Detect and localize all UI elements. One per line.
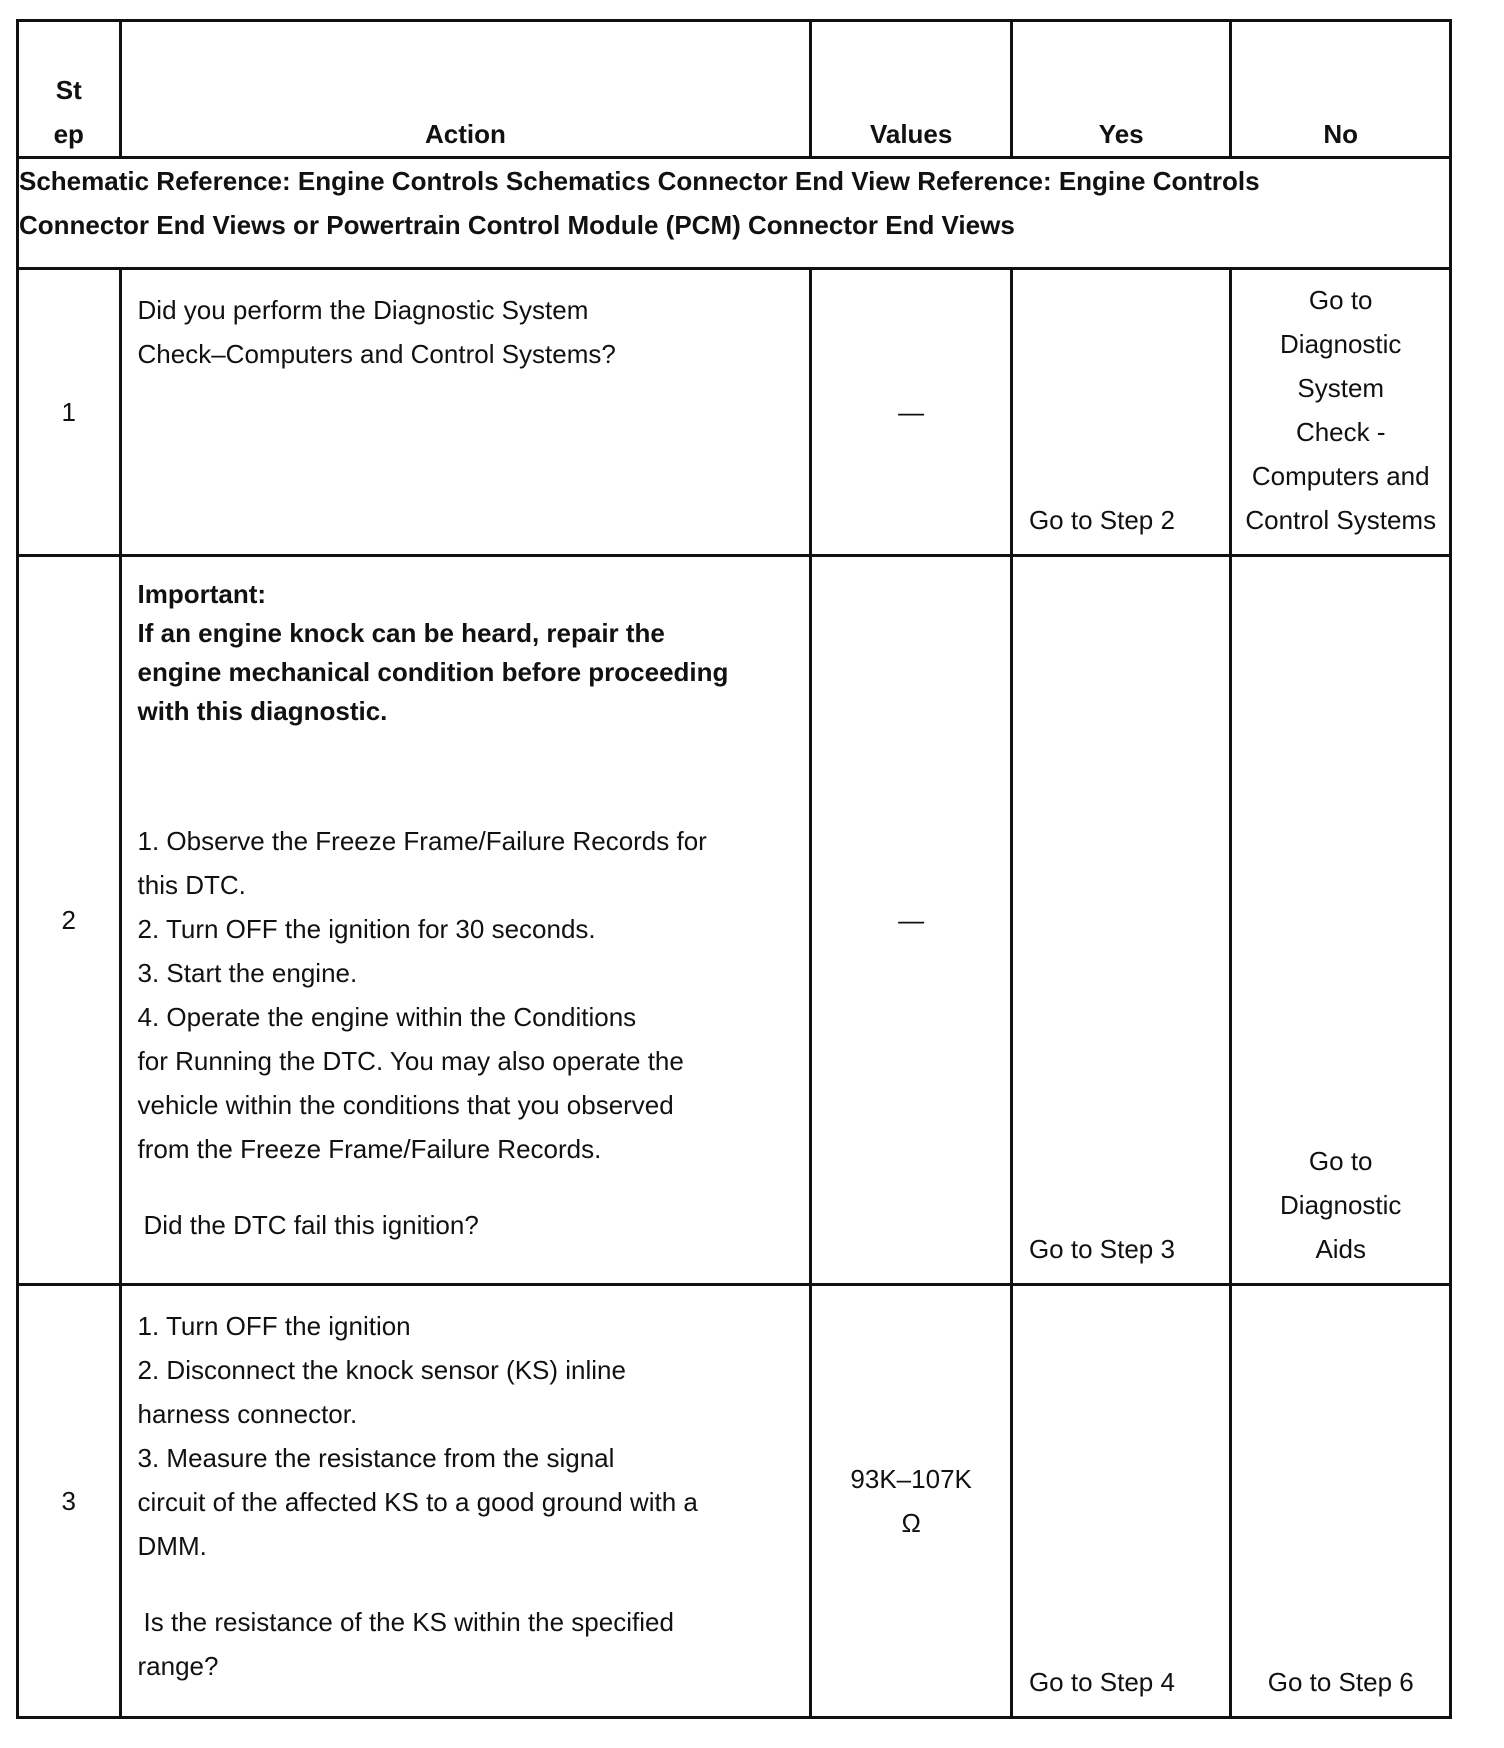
- header-row: [18, 21, 1451, 158]
- action-line: 2. Turn OFF the ignition for 30 seconds.: [137, 913, 596, 944]
- no-column-header: No: [1231, 21, 1451, 158]
- no-line: Diagnostic: [1280, 328, 1402, 359]
- important-line: engine mechanical condition before proceeding: [137, 656, 729, 687]
- action-line: 2. Disconnect the knock sensor (KS) inline: [137, 1354, 626, 1385]
- schematic-reference: [18, 157, 1451, 268]
- important-title: Important:: [137, 578, 267, 609]
- reference-line: Schematic Reference: Engine Controls Schematics Connector End View Reference: Engine Controls: [19, 165, 1260, 196]
- yes-cell: Go to Step 3: [1011, 555, 1231, 1284]
- step-number: 1: [18, 268, 121, 555]
- diagnostic-table: [16, 19, 1452, 1719]
- value-line: 93K–107K: [850, 1463, 972, 1494]
- no-line: Check -: [1295, 416, 1386, 447]
- no-line: Go to: [1308, 1145, 1373, 1176]
- action-cell: [120, 1284, 811, 1717]
- action-line: vehicle within the conditions that you observed: [137, 1089, 674, 1120]
- important-line: If an engine knock can be heard, repair the: [137, 617, 665, 648]
- step-number: 2: [18, 555, 121, 1284]
- no-line: Aids: [1315, 1233, 1367, 1264]
- action-line: this DTC.: [137, 869, 246, 900]
- important-line: with this diagnostic.: [137, 695, 388, 726]
- value-line: Ω: [901, 1507, 921, 1538]
- action-line: for Running the DTC. You may also operate the: [137, 1045, 684, 1076]
- no-line: System: [1297, 372, 1385, 403]
- step-header-line1: St: [55, 74, 82, 105]
- action-line: 4. Operate the engine within the Conditions: [137, 1001, 637, 1032]
- values-column-header: Values: [811, 21, 1012, 158]
- yes-cell: Go to Step 4: [1011, 1284, 1231, 1717]
- action-cell: [120, 268, 811, 555]
- action-line: DMM.: [137, 1530, 207, 1561]
- no-cell: [1231, 268, 1451, 555]
- value-cell: —: [811, 555, 1012, 1284]
- reference-line: Connector End Views or Powertrain Control Module (PCM) Connector End Views: [19, 209, 1015, 240]
- action-line: Did you perform the Diagnostic System: [137, 294, 589, 325]
- step-column-header: [18, 21, 121, 158]
- table-row: [18, 1284, 1451, 1717]
- question-line: Is the resistance of the KS within the specified: [143, 1606, 674, 1637]
- action-cell: [120, 555, 811, 1284]
- value-cell: [811, 1284, 1012, 1717]
- yes-column-header: Yes: [1011, 21, 1231, 158]
- no-line: Diagnostic: [1280, 1189, 1402, 1220]
- no-cell: [1231, 555, 1451, 1284]
- action-line: 3. Measure the resistance from the signal: [137, 1442, 615, 1473]
- step-number: 3: [18, 1284, 121, 1717]
- step-header-line2: ep: [53, 118, 84, 149]
- table-row: [18, 268, 1451, 555]
- action-line: 3. Start the engine.: [137, 957, 358, 988]
- action-line: circuit of the affected KS to a good ground with a: [137, 1486, 698, 1517]
- action-line: Check–Computers and Control Systems?: [137, 338, 616, 369]
- no-line: Go to: [1308, 284, 1373, 315]
- action-line: from the Freeze Frame/Failure Records.: [137, 1133, 602, 1164]
- value-cell: —: [811, 268, 1012, 555]
- action-line: 1. Turn OFF the ignition: [137, 1310, 411, 1341]
- question-line: range?: [137, 1650, 219, 1681]
- yes-cell: Go to Step 2: [1011, 268, 1231, 555]
- no-line: Control Systems: [1245, 504, 1437, 535]
- no-cell: Go to Step 6: [1231, 1284, 1451, 1717]
- action-column-header: Action: [120, 21, 811, 158]
- reference-row: [18, 157, 1451, 268]
- action-line: harness connector.: [137, 1398, 358, 1429]
- action-line: 1. Observe the Freeze Frame/Failure Records for: [137, 825, 707, 856]
- no-line: Computers and: [1251, 460, 1430, 491]
- table-row: [18, 555, 1451, 1284]
- question-line: Did the DTC fail this ignition?: [143, 1209, 479, 1240]
